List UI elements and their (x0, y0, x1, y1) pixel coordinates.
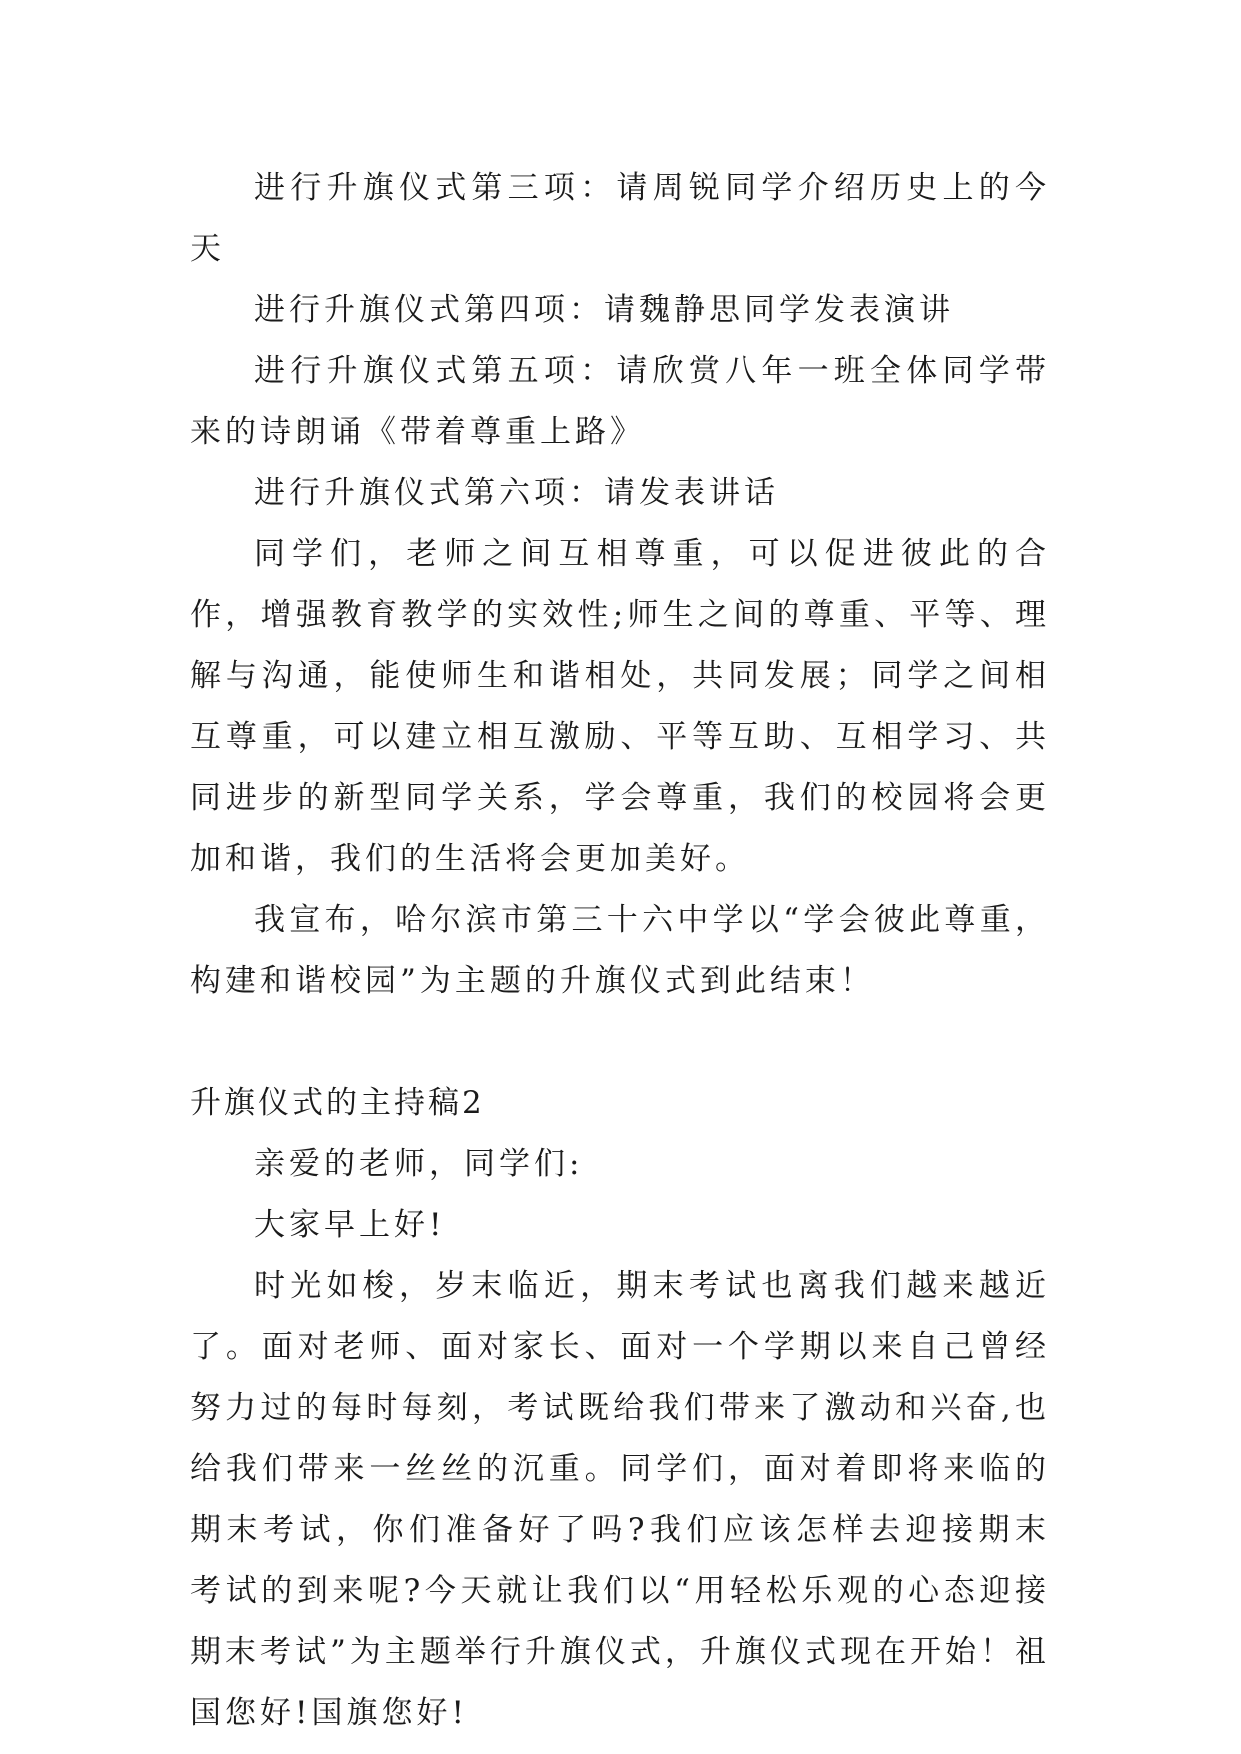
body-paragraph: 时光如梭，岁末临近，期末考试也离我们越来越近了。面对老师、面对家长、面对一个学期以来自己曾经努力过的每时每刻，考试既给我们带来了激动和兴奋,也给我们带来一丝丝的沉重。同学们，面对着即将来临的期末考试，你们准备好了吗?我们应该怎样去迎接期末考试的到来呢?今天就让我们以“用轻松乐观的心态迎接期末考试”为主题举行升旗仪式，升旗仪式现在开始！祖国您好!国旗您好! (190, 1268, 1050, 1731)
ceremony-item-3: 进行升旗仪式第三项：请周锐同学介绍历史上的今天 (190, 170, 1050, 267)
ceremony-item-6: 进行升旗仪式第六项：请发表讲话 (254, 475, 779, 511)
section-heading: 升旗仪式的主持稿2 (190, 1085, 485, 1121)
document-body (190, 158, 1050, 1744)
closing-paragraph: 我宣布，哈尔滨市第三十六中学以“学会彼此尊重，构建和谐校园”为主题的升旗仪式到此结束！ (190, 902, 1050, 999)
morning-paragraph: 大家早上好! (254, 1207, 446, 1243)
speech-paragraph: 同学们，老师之间互相尊重，可以促进彼此的合作，增强教育教学的实效性;师生之间的尊重、平等、理解与沟通，能使师生和谐相处，共同发展；同学之间相互尊重，可以建立相互激励、平等互助、互相学习、共同进步的新型同学关系，学会尊重，我们的校园将会更加和谐，我们的生活将会更加美好。 (190, 536, 1050, 877)
greeting-paragraph: 亲爱的老师，同学们: (254, 1146, 584, 1182)
ceremony-item-4: 进行升旗仪式第四项：请魏静思同学发表演讲 (254, 292, 954, 328)
ceremony-item-5: 进行升旗仪式第五项：请欣赏八年一班全体同学带来的诗朗诵《带着尊重上路》 (190, 353, 1050, 450)
section-gap (190, 1012, 1050, 1073)
